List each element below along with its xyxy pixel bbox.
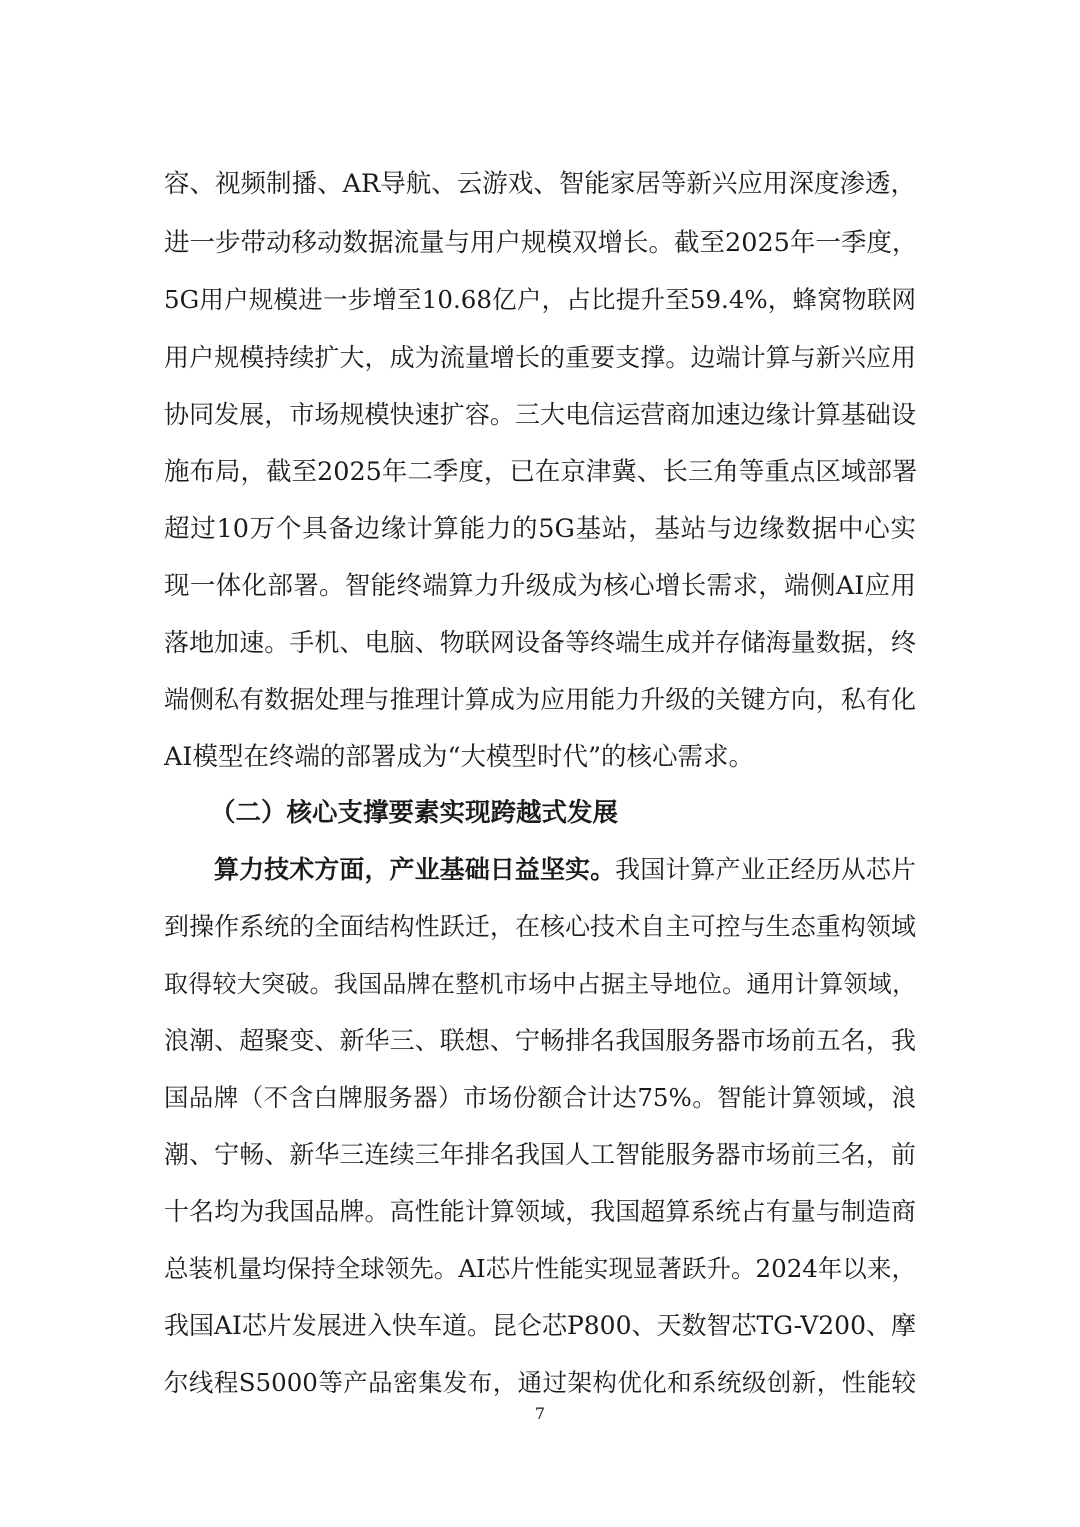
text-line: 施布局，截至2025年二季度，已在京津冀、长三角等重点区域部署 (164, 457, 918, 487)
paragraph-lead: 算力技术方面，产业基础日益坚实。 (214, 855, 616, 884)
text-line: AI模型在终端的部署成为“大模型时代”的核心需求。 (164, 742, 755, 772)
text-line: 浪潮、超聚变、新华三、联想、宁畅排名我国服务器市场前五名，我 (164, 1026, 916, 1055)
text-line: 取得较大突破。我国品牌在整机市场中占据主导地位。通用计算领域， (164, 970, 916, 998)
text-line: 我国AI芯片发展进入快车道。昆仑芯P800、天数智芯TG-V200、摩 (164, 1311, 916, 1340)
text-line: 尔线程S5000等产品密集发布，通过架构优化和系统级创新，性能较 (164, 1368, 916, 1397)
text-line: 5G用户规模进一步增至10.68亿户，占比提升至59.4%，蜂窝物联网 (164, 285, 916, 314)
text-line: 国品牌（不含白牌服务器）市场份额合计达75%。智能计算领域，浪 (164, 1083, 916, 1112)
text-line: 超过10万个具备边缘计算能力的5G基站，基站与边缘数据中心实 (164, 514, 916, 544)
text-line: 潮、宁畅、新华三连续三年排名我国人工智能服务器市场前三名，前 (164, 1140, 916, 1169)
text-line-first (214, 854, 916, 886)
text-line: 进一步带动移动数据流量与用户规模双增长。截至2025年一季度， (164, 228, 918, 258)
text-line: 协同发展，市场规模快速扩容。三大电信运营商加速边缘计算基础设 (164, 400, 916, 429)
text-line: 容、视频制播、AR导航、云游戏、智能家居等新兴应用深度渗透， (164, 169, 916, 199)
text-line: 现一体化部署。智能终端算力升级成为核心增长需求，端侧AI应用 (164, 571, 916, 601)
text-line: 落地加速。手机、电脑、物联网设备等终端生成并存储海量数据，终 (164, 628, 916, 657)
text-line: 用户规模持续扩大，成为流量增长的重要支撑。边端计算与新兴应用 (164, 343, 916, 372)
text-line: 端侧私有数据处理与推理计算成为应用能力升级的关键方向，私有化 (164, 685, 916, 714)
section-heading: （二）核心支撑要素实现跨越式发展 (210, 798, 619, 828)
text-line: 到操作系统的全面结构性跃迁，在核心技术自主可控与生态重构领域 (164, 912, 916, 941)
text-line: 总装机量均保持全球领先。AI芯片性能实现显著跃升。2024年以来， (164, 1254, 916, 1283)
page-number: 7 (534, 1404, 546, 1423)
text-line: 十名均为我国品牌。高性能计算领域，我国超算系统占有量与制造商 (164, 1197, 916, 1226)
paragraph-lead-rest: 我国计算产业正经历从芯片 (615, 855, 916, 884)
